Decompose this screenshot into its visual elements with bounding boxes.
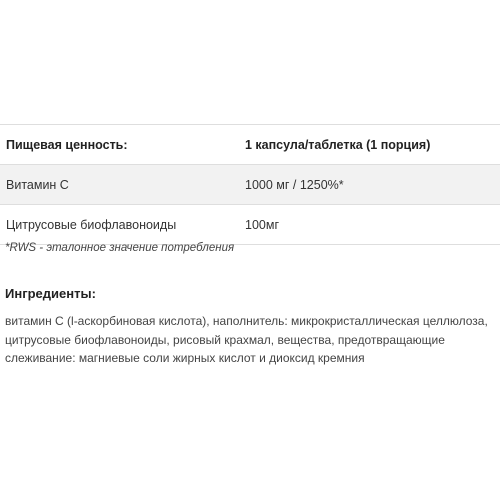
nutrient-name: Цитрусовые биофлавоноиды bbox=[6, 217, 177, 232]
table-row bbox=[0, 205, 500, 245]
nutrition-header-value: 1 капсула/таблетка (1 порция) bbox=[245, 137, 431, 152]
nutrient-name: Витамин C bbox=[6, 177, 69, 192]
table-row bbox=[0, 165, 500, 205]
nutrition-header-row bbox=[0, 124, 500, 165]
ingredients-text: витамин C (l-аскорбиновая кислота), наполнитель: микрокристаллическая целлюлоза, цитрусовые биофлавоноиды, рисовый крахмал, вещества, предотвращающие слеживание: магниевые соли жирных кислот и диоксид кремния bbox=[5, 314, 488, 365]
nutrient-value: 1000 мг / 1250%* bbox=[245, 177, 344, 192]
rws-footnote: *RWS - эталонное значение потребления bbox=[5, 242, 235, 254]
nutrition-table bbox=[0, 124, 500, 245]
ingredients-title: Ингредиенты: bbox=[5, 286, 96, 301]
nutrition-header-name: Пищевая ценность: bbox=[6, 137, 128, 152]
nutrient-value: 100мг bbox=[245, 217, 280, 232]
